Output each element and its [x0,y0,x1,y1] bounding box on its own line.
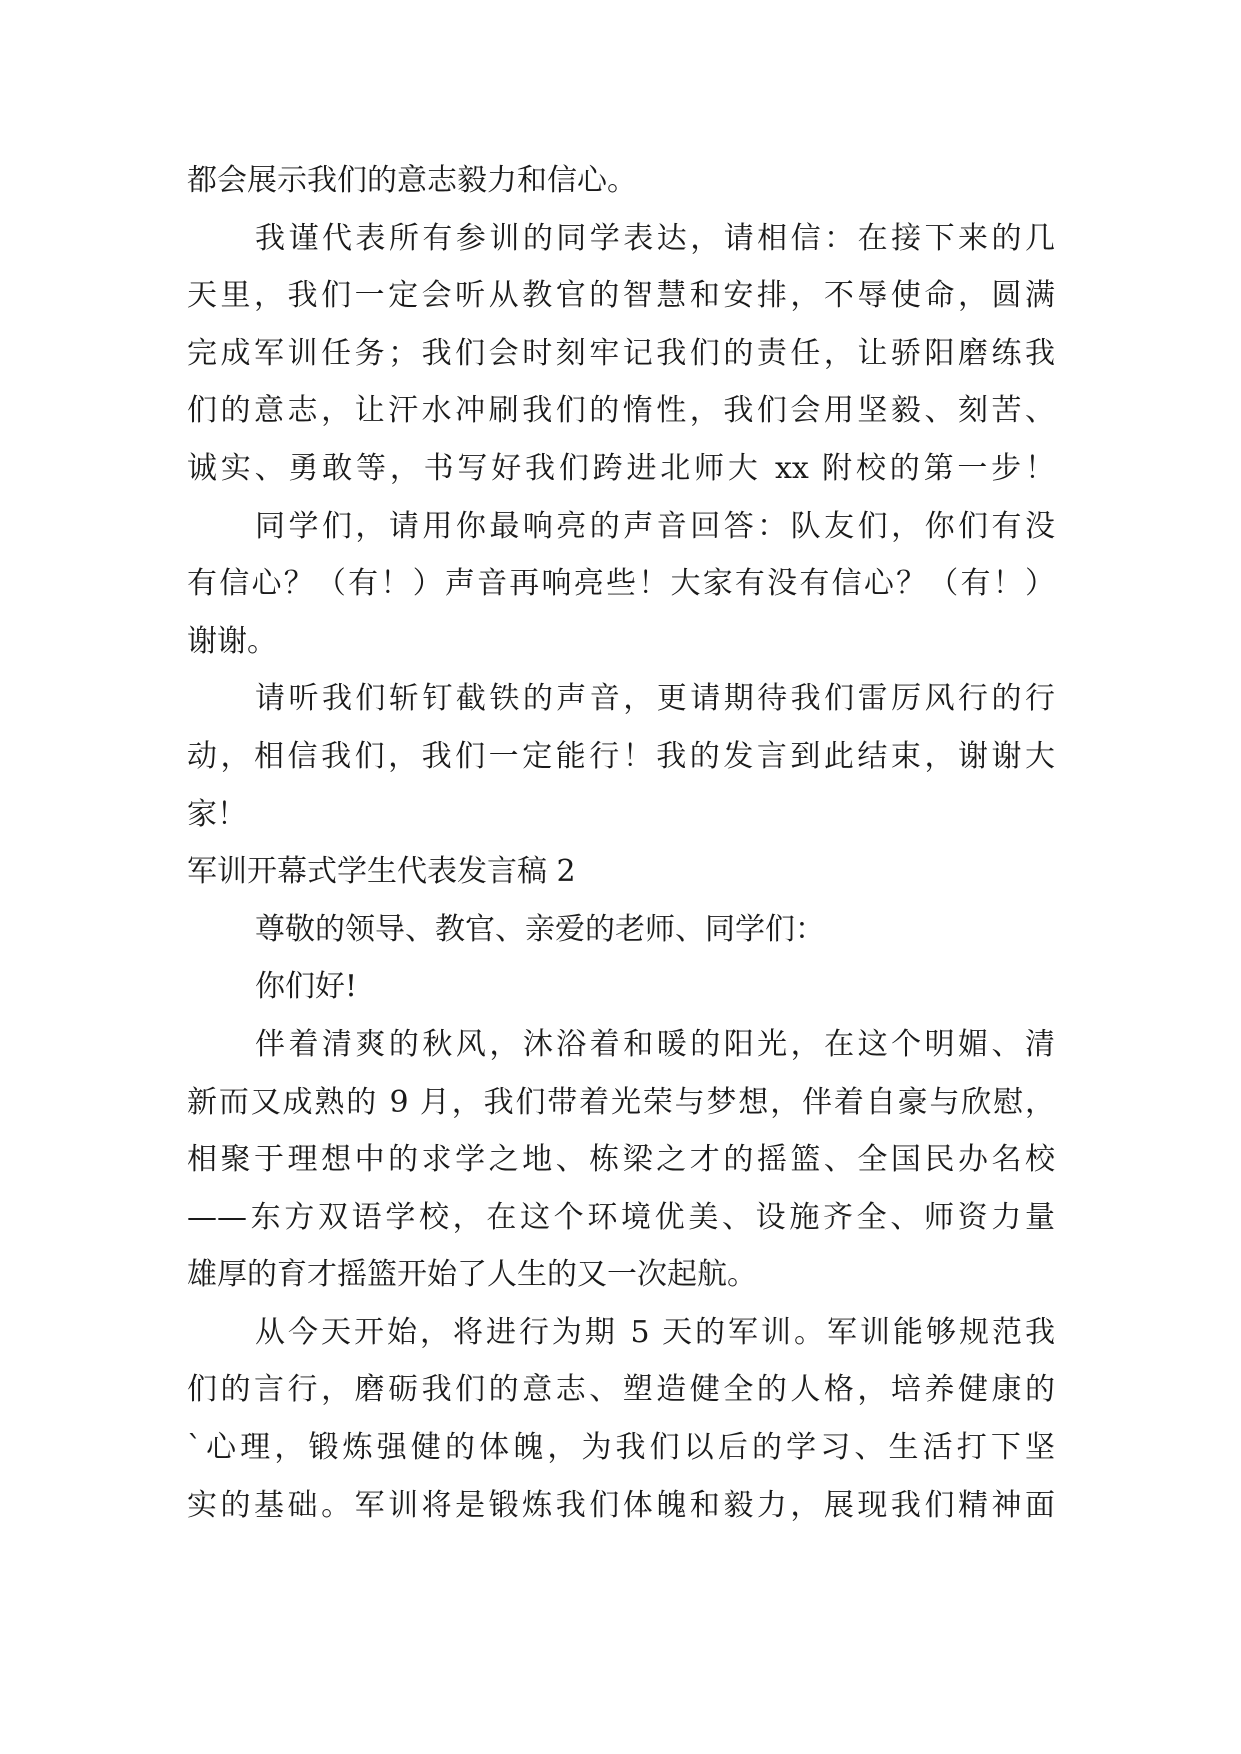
paragraph-line: 诚实、勇敢等，书写好我们跨进北师大 xx 附校的第一步！ [187,450,1055,486]
paragraph-line: 同学们，请用你最响亮的声音回答：队友们，你们有没 [255,508,1055,544]
paragraph-line: `心理，锻炼强健的体魄，为我们以后的学习、生活打下坚 [187,1430,1055,1466]
salutation-line: 尊敬的领导、教官、亲爱的老师、同学们： [255,911,825,947]
paragraph-line: 完成军训任务；我们会时刻牢记我们的责任，让骄阳磨练我 [187,335,1055,371]
document-body [187,152,1055,1534]
paragraph-line: 天里，我们一定会听从教官的智慧和安排，不辱使命，圆满 [187,278,1055,314]
paragraph-line: 动，相信我们，我们一定能行！我的发言到此结束，谢谢大 [187,738,1055,774]
paragraph-line: 们的言行，磨砺我们的意志、塑造健全的人格，培养健康的 [187,1372,1055,1408]
paragraph-line: 谢谢。 [187,623,277,659]
paragraph-line: 我谨代表所有参训的同学表达，请相信：在接下来的几 [255,220,1055,256]
paragraph-line: 有信心？（有！）声音再响亮些！大家有没有信心？（有！） [187,566,1055,602]
paragraph-line: 新而又成熟的 9 月，我们带着光荣与梦想，伴着自豪与欣慰， [187,1084,1055,1120]
paragraph-line: 请听我们斩钉截铁的声音，更请期待我们雷厉风行的行 [255,681,1055,717]
paragraph-line: 家！ [187,796,247,832]
paragraph-line: 都会展示我们的意志毅力和信心。 [187,163,637,198]
paragraph-line: ——东方双语学校，在这个环境优美、设施齐全、师资力量 [187,1199,1055,1235]
paragraph-line: 实的基础。军训将是锻炼我们体魄和毅力，展现我们精神面 [187,1487,1055,1523]
paragraph-line: 雄厚的育才摇篮开始了人生的又一次起航。 [187,1257,757,1293]
paragraph-line: 从今天开始，将进行为期 5 天的军训。军训能够规范我 [255,1314,1055,1350]
paragraph-line: 相聚于理想中的求学之地、栋梁之才的摇篮、全国民办名校 [187,1142,1055,1178]
section-heading: 军训开幕式学生代表发言稿 2 [187,854,576,890]
paragraph-line: 们的意志，让汗水冲刷我们的惰性，我们会用坚毅、刻苦、 [187,393,1055,429]
greeting-line: 你们好! [255,969,358,1005]
paragraph-line: 伴着清爽的秋风，沐浴着和暖的阳光，在这个明媚、清 [255,1026,1055,1062]
